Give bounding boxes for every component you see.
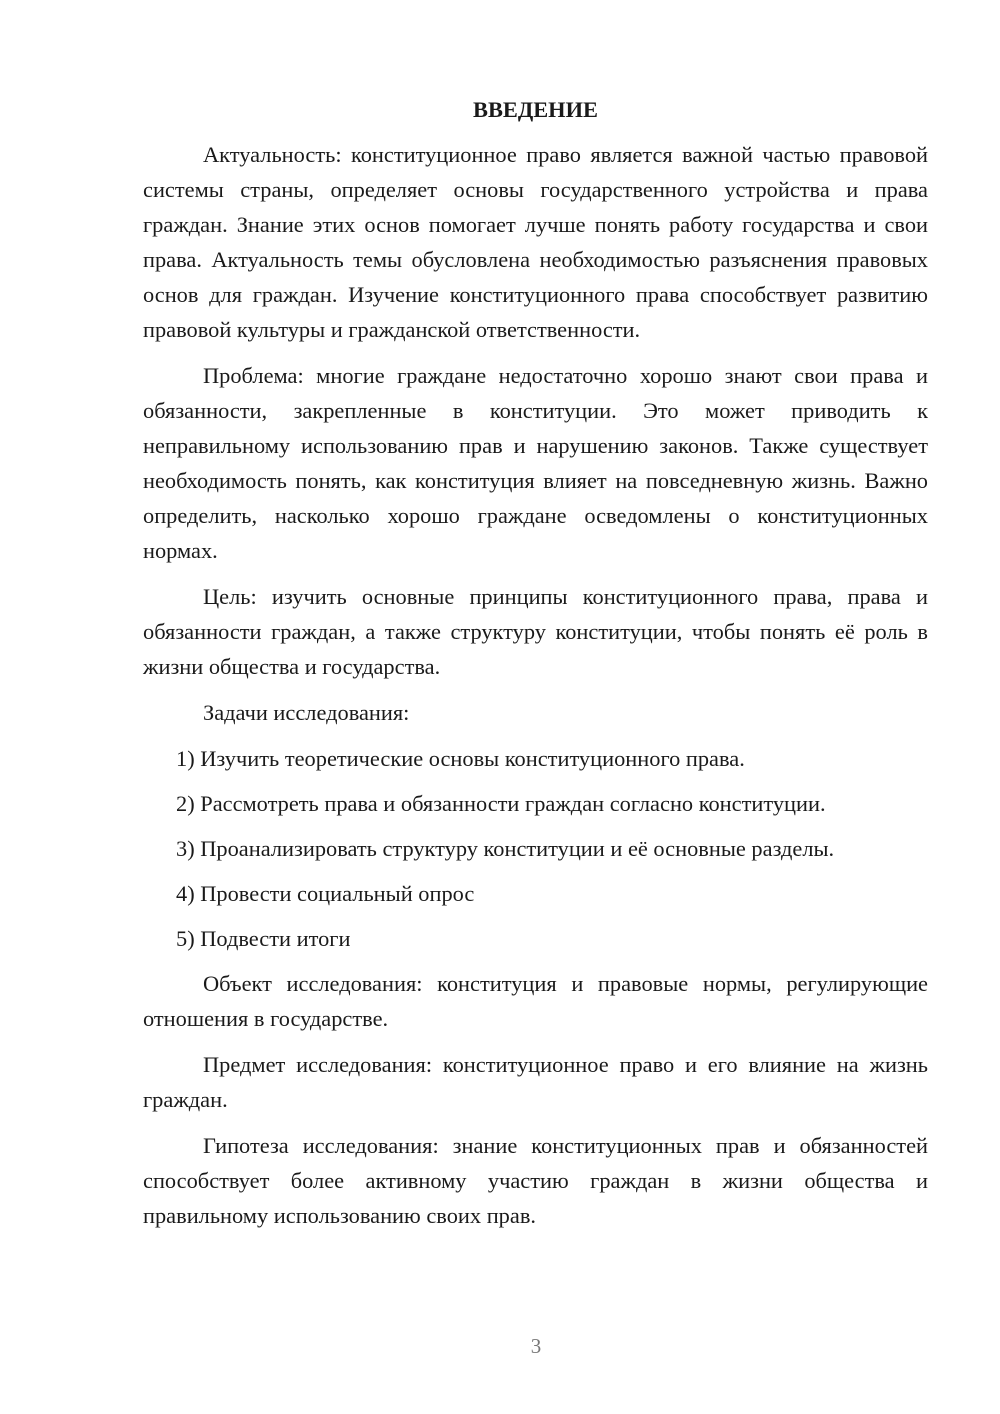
object-paragraph: Объект исследования: конституция и правовые нормы, регулирующие отношения в государстве.: [143, 971, 928, 1031]
tasks-list: [143, 741, 928, 956]
subject-paragraph: Предмет исследования: конституционное право и его влияние на жизнь граждан.: [143, 1052, 928, 1112]
section-title: ВВЕДЕНИЕ: [473, 97, 598, 122]
goal-paragraph: Цель: изучить основные принципы конституционного права, права и обязанности граждан, а также структуру конституции, чтобы понять её роль в жизни общества и государства.: [143, 584, 928, 679]
hypothesis-paragraph: Гипотеза исследования: знание конституционных прав и обязанностей способствует более активному участию граждан в жизни общества и правильному использованию своих прав.: [143, 1133, 928, 1228]
problem-paragraph: Проблема: многие граждане недостаточно хорошо знают свои права и обязанности, закрепленные в конституции. Это может приводить к неправильному использованию прав и нарушению законов. Также существует необходимость понять, как конституция влияет на повседневную жизнь. Важно определить, насколько хорошо граждане осведомлены о конституционных нормах.: [143, 363, 928, 563]
list-item: 5) Подвести итоги: [176, 926, 351, 951]
page-content: [143, 92, 928, 1244]
list-item: 3) Проанализировать структуру конституции и её основные разделы.: [176, 836, 835, 861]
relevance-paragraph: Актуальность: конституционное право является важной частью правовой системы страны, определяет основы государственного устройства и права граждан. Знание этих основ помогает лучше понять работу государства и свои права. Актуальность темы обусловлена необходимостью разъяснения правовых основ для граждан. Изучение конституционного права способствует развитию правовой культуры и гражданской ответственности.: [143, 142, 928, 342]
tasks-heading: Задачи исследования:: [203, 700, 410, 725]
list-item: 4) Провести социальный опрос: [176, 881, 475, 906]
list-item: 1) Изучить теоретические основы конституционного права.: [176, 746, 745, 771]
page-number: 3: [530, 1334, 542, 1358]
list-item: 2) Рассмотреть права и обязанности граждан согласно конституции.: [176, 791, 826, 816]
